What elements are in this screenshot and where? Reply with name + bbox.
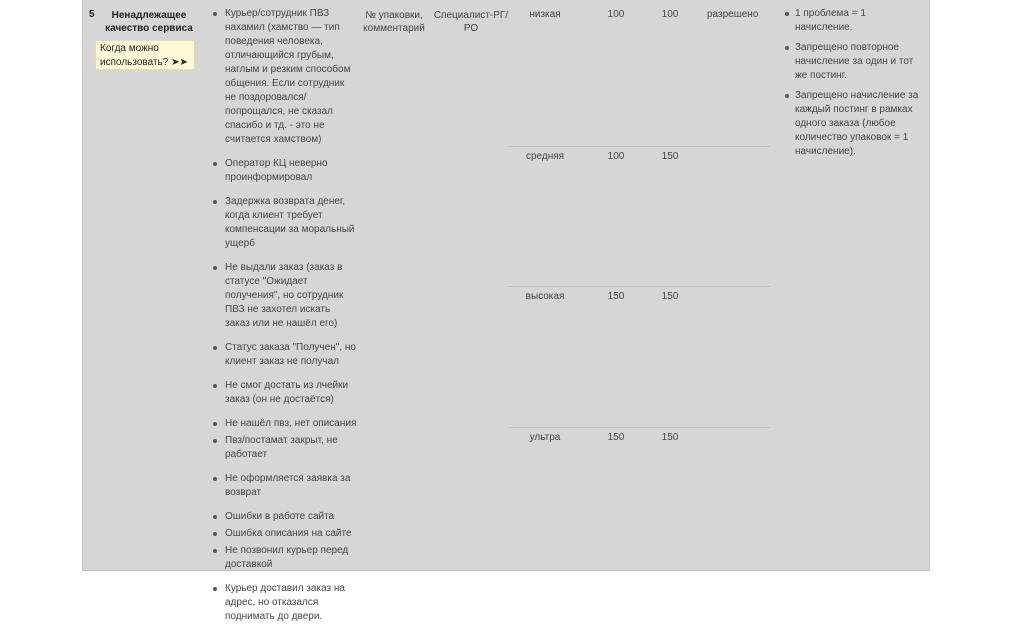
level-name: высокая bbox=[525, 291, 565, 302]
list-item: Пвз/постамат закрыт, не работает bbox=[197, 434, 357, 462]
list-item: Ошибка описания на сайте bbox=[197, 527, 357, 541]
level-value-b: 100 bbox=[661, 9, 679, 20]
level-value-b: 150 bbox=[661, 432, 679, 443]
fields-cell: № упаковки, комментарий bbox=[363, 10, 425, 34]
list-item: Не смог достать из лчейки заказ (он не достаётся) bbox=[197, 379, 357, 407]
level-value-b: 150 bbox=[661, 291, 679, 302]
divider bbox=[508, 286, 770, 287]
rules-list bbox=[773, 7, 923, 165]
level-value-a: 100 bbox=[607, 151, 625, 162]
specialist-cell: Специалист-РГ/РО bbox=[433, 10, 509, 34]
row-title: Ненадлежащее качество сервиса bbox=[105, 10, 193, 34]
row-number: 5 bbox=[89, 9, 95, 20]
list-item: Оператор КЦ неверно проинформировал bbox=[197, 157, 357, 185]
level-name: средняя bbox=[525, 151, 565, 162]
list-item: Статус заказа "Получен", но клиент заказ не получал bbox=[197, 341, 357, 369]
list-item: Задержка возврата денег, когда клиент требует компенсации за моральный ущерб bbox=[197, 195, 357, 251]
list-item: Не позвонил курьер перед доставкой bbox=[197, 544, 357, 572]
level-value-a: 150 bbox=[607, 432, 625, 443]
level-name: ультра bbox=[529, 432, 561, 443]
list-item: Запрещено начисление за каждый постинг в рамках одного заказа (любое количество упаковок = 1 начисление). bbox=[773, 89, 923, 159]
table-row bbox=[82, 0, 930, 622]
level-value-b: 150 bbox=[661, 151, 679, 162]
list-item: Курьер/сотрудник ПВЗ нахамил (хамство — тип поведения человека, отличающийся грубым, наглым и резким способом общения. Если сотрудник не поздоровался/попрощался, не сказал спасибо и тд. - это не считается хамством) bbox=[197, 7, 357, 147]
divider bbox=[508, 427, 770, 428]
divider bbox=[508, 146, 770, 147]
list-item: Не выдали заказ (заказ в статусе "Ожидает получения", но сотрудник ПВЗ не захотел искать заказ или не нашёл его) bbox=[197, 261, 357, 331]
usage-tip[interactable] bbox=[95, 40, 195, 70]
list-item: Ошибки в работе сайта bbox=[197, 510, 357, 524]
usage-tip-text: Когда можно использовать? bbox=[100, 43, 169, 68]
list-item: Не оформляется заявка за возврат bbox=[197, 472, 357, 500]
reasons-list bbox=[197, 7, 357, 627]
level-value-a: 150 bbox=[607, 291, 625, 302]
list-item: Запрещено повторное начисление за один и тот же постинг. bbox=[773, 41, 923, 83]
list-item: 1 проблема = 1 начисление. bbox=[773, 7, 923, 35]
list-item: Курьер доставил заказ на адрес, но отказался поднимать до двери. bbox=[197, 582, 357, 624]
arrow-icon: ➤➤ bbox=[171, 57, 188, 68]
list-item: Не нашёл пвз, нет описания bbox=[197, 417, 357, 431]
status-cell: разрешено bbox=[707, 9, 759, 20]
level-value-a: 100 bbox=[607, 9, 625, 20]
level-name: низкая bbox=[529, 9, 561, 20]
